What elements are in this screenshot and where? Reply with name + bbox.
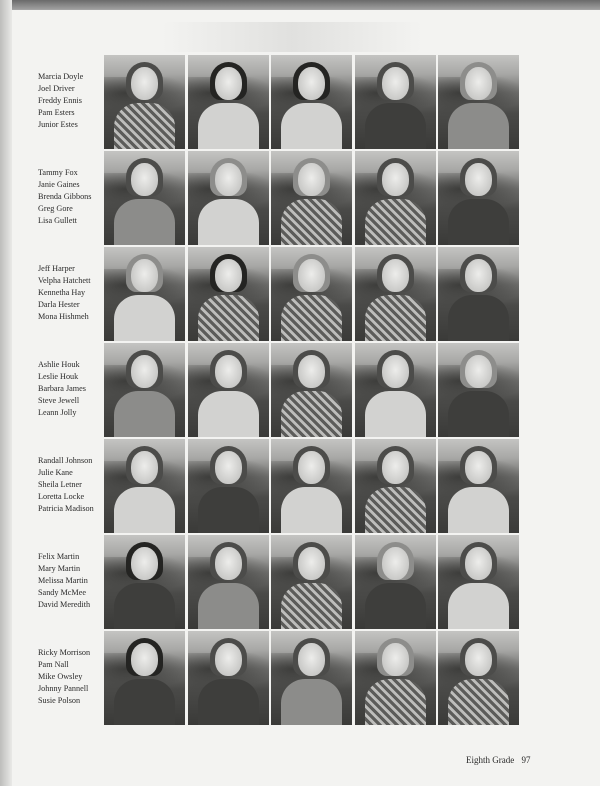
student-portrait [355,55,436,149]
student-portrait [271,343,352,437]
student-portrait [188,631,269,725]
portrait-face [131,163,158,196]
section-title: Eighth Grade [466,755,515,765]
student-portrait [438,343,519,437]
portrait-shirt [365,295,426,341]
portrait-face [215,355,242,388]
student-portrait [104,247,185,341]
student-portrait [355,247,436,341]
portrait-shirt [114,295,175,341]
portrait-shirt [198,583,259,629]
student-portrait [355,631,436,725]
portrait-shirt [365,199,426,245]
student-name: Marcia Doyle [38,72,84,81]
photo-strip [104,631,524,727]
name-list [38,551,104,611]
student-portrait [271,55,352,149]
portrait-face [382,355,409,388]
student-portrait [355,535,436,629]
bleed-through-heading [162,22,422,52]
roster-row [0,247,600,343]
student-name: Mona Hishmeh [38,312,89,322]
portrait-face [298,451,325,484]
student-portrait [355,151,436,245]
roster-row [0,439,600,535]
student-portrait [188,439,269,533]
portrait-shirt [365,103,426,149]
portrait-shirt [448,679,509,725]
portrait-face [215,643,242,676]
page-caption [466,755,530,765]
portrait-face [298,547,325,580]
student-name: Leann Jolly [38,408,77,418]
student-portrait [188,343,269,437]
portrait-face [131,451,158,484]
student-portrait [188,535,269,629]
student-name: Sheila Letner [38,480,82,490]
name-list [38,455,104,515]
student-name: Velpha Hatchett [38,276,91,286]
student-name: Loretta Locke [38,492,85,502]
student-name: Steve Jewell [38,396,80,406]
student-name: Lisa Gullett [38,216,77,226]
student-name: Darla Hester [38,300,80,310]
portrait-shirt [281,487,342,533]
student-portrait [438,535,519,629]
portrait-shirt [281,199,342,245]
student-portrait [104,439,185,533]
portrait-shirt [448,391,509,437]
student-portrait [104,343,185,437]
photo-strip [104,151,524,247]
portrait-shirt [114,679,175,725]
student-name: David Meredith [38,600,91,610]
portrait-face [382,67,409,100]
portrait-shirt [281,583,342,629]
portrait-face [215,67,242,100]
portrait-shirt [448,103,509,149]
roster-row [0,343,600,439]
portrait-shirt [281,103,342,149]
portrait-shirt [198,199,259,245]
portrait-shirt [281,679,342,725]
portrait-shirt [114,199,175,245]
photo-strip [104,55,524,151]
student-name: Julie Kane [38,468,73,478]
student-name: Susie Polson [38,696,81,706]
portrait-shirt [281,391,342,437]
portrait-face [382,163,409,196]
student-portrait [271,439,352,533]
portrait-face [382,643,409,676]
portrait-face [131,547,158,580]
student-name: Pam Esters [38,108,75,118]
student-name: Ricky Morrison [38,648,91,657]
portrait-face [298,355,325,388]
name-list [38,263,104,323]
portrait-face [215,259,242,292]
portrait-face [298,643,325,676]
student-portrait [188,247,269,341]
photo-strip [104,535,524,631]
student-portrait [271,535,352,629]
portrait-shirt [281,295,342,341]
student-name: Patricia Madison [38,504,94,514]
student-name: Jeff Harper [38,264,75,273]
student-portrait [355,439,436,533]
student-name: Freddy Ennis [38,96,82,106]
student-portrait [271,151,352,245]
student-portrait [355,343,436,437]
portrait-shirt [448,583,509,629]
portrait-shirt [198,391,259,437]
portrait-face [131,643,158,676]
portrait-face [465,547,492,580]
student-portrait [188,151,269,245]
portrait-shirt [365,679,426,725]
student-name: Randall Johnson [38,456,93,465]
portrait-face [131,259,158,292]
portrait-face [215,451,242,484]
portrait-face [465,67,492,100]
student-name: Felix Martin [38,552,80,561]
portrait-shirt [448,487,509,533]
portrait-face [215,547,242,580]
student-portrait [271,631,352,725]
portrait-shirt [198,487,259,533]
portrait-face [382,547,409,580]
portrait-face [465,643,492,676]
portrait-shirt [198,103,259,149]
name-list [38,359,104,419]
student-name: Brenda Gibbons [38,192,92,202]
student-portrait [188,55,269,149]
student-portrait [438,631,519,725]
student-portrait [438,151,519,245]
name-list [38,71,104,131]
student-name: Ashlie Houk [38,360,80,369]
portrait-face [298,259,325,292]
portrait-shirt [114,583,175,629]
student-portrait [104,55,185,149]
portrait-face [382,259,409,292]
portrait-shirt [114,391,175,437]
name-list [38,167,104,227]
portrait-face [215,163,242,196]
portrait-face [298,67,325,100]
student-name: Junior Estes [38,120,78,130]
student-portrait [438,247,519,341]
photo-strip [104,439,524,535]
page-number: 97 [521,755,531,765]
student-name: Kennetha Hay [38,288,86,298]
student-name: Pam Nall [38,660,69,670]
portrait-face [465,259,492,292]
portrait-face [131,355,158,388]
student-name: Johnny Pannell [38,684,89,694]
portrait-face [465,355,492,388]
portrait-shirt [114,487,175,533]
portrait-face [298,163,325,196]
student-portrait [438,439,519,533]
portrait-shirt [198,295,259,341]
student-portrait [104,151,185,245]
student-name: Greg Gore [38,204,73,214]
portrait-shirt [365,583,426,629]
portrait-shirt [198,679,259,725]
portrait-face [382,451,409,484]
photo-strip [104,247,524,343]
portrait-face [465,451,492,484]
student-name: Sandy McMee [38,588,86,598]
portrait-face [131,67,158,100]
student-name: Melissa Martin [38,576,88,586]
name-list [38,647,104,707]
portrait-shirt [448,199,509,245]
student-name: Mary Martin [38,564,81,574]
student-name: Barbara James [38,384,86,394]
roster-row [0,631,600,727]
portrait-shirt [365,391,426,437]
student-name: Mike Owsley [38,672,83,682]
portrait-face [465,163,492,196]
student-portrait [438,55,519,149]
student-name: Leslie Houk [38,372,79,382]
portrait-shirt [114,103,175,149]
roster-row [0,151,600,247]
student-name: Janie Gaines [38,180,80,190]
student-portrait [104,535,185,629]
student-portrait [104,631,185,725]
portrait-shirt [448,295,509,341]
student-name: Tammy Fox [38,168,78,177]
student-portrait [271,247,352,341]
student-name: Joel Driver [38,84,75,94]
roster-row [0,55,600,151]
roster-row [0,535,600,631]
portrait-shirt [365,487,426,533]
photo-strip [104,343,524,439]
